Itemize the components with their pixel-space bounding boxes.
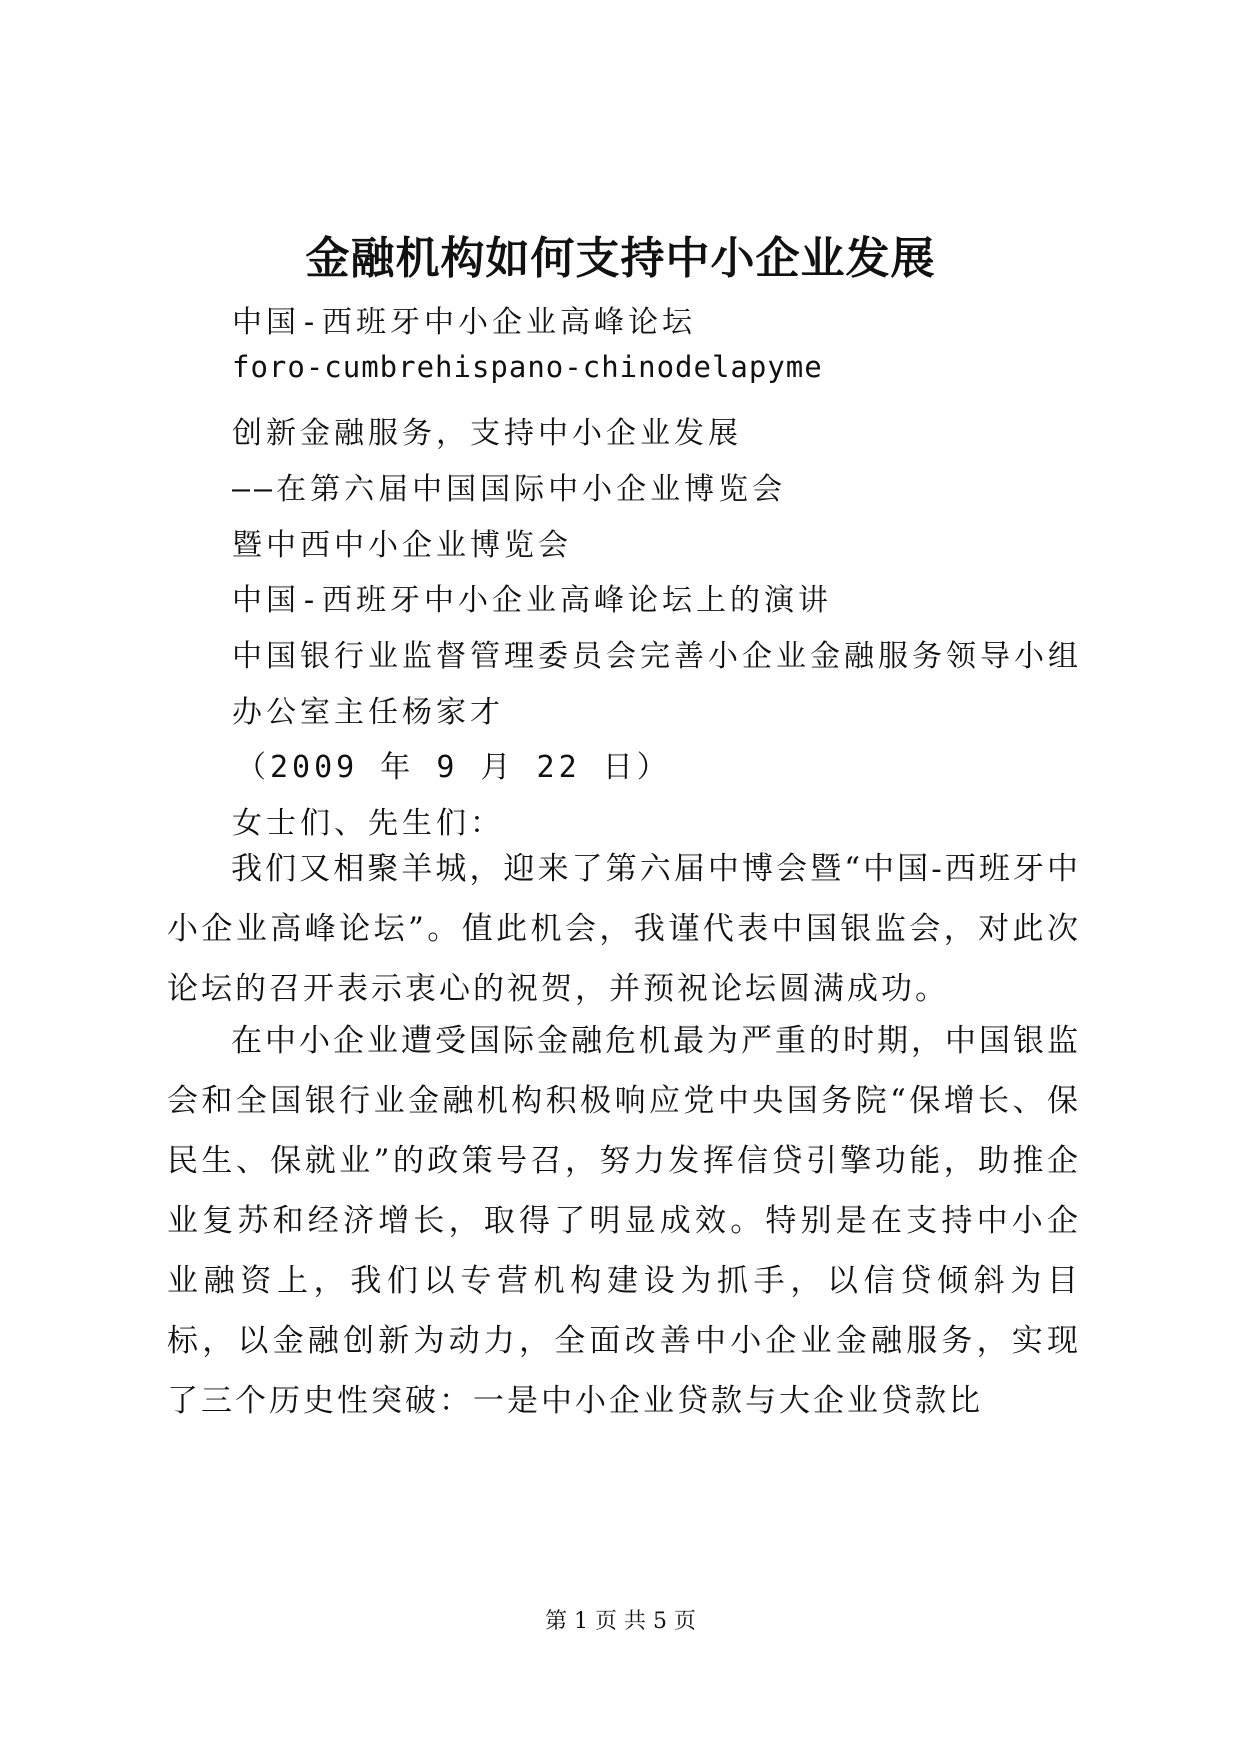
header-line-speaker-org: 中国银行业监督管理委员会完善小企业金融服务领导小组 (232, 639, 1082, 674)
document-title: 金融机构如何支持中小企业发展 (305, 233, 936, 284)
header-line-speech-title: 创新金融服务，支持中小企业发展 (232, 416, 742, 451)
body-paragraph-1: 我们又相聚羊城，迎来了第六届中博会暨“中国-西班牙中小企业高峰论坛”。值此机会，我谨代表中国银监会，对此次论坛的召开表示衷心的祝贺，并预祝论坛圆满成功。 (167, 851, 1081, 1007)
salutation: 女士们、先生们： (232, 806, 504, 841)
header-line-subtitle-3: 中国-西班牙中小企业高峰论坛上的演讲 (232, 583, 833, 618)
header-line-subtitle-2: 暨中西中小企业博览会 (232, 528, 572, 563)
header-line-date: （2009 年 9 月 22 日） (236, 750, 671, 785)
body-paragraph-2: 在中小企业遭受国际金融危机最为严重的时期，中国银监会和全国银行业金融机构积极响应党中央国务院“保增长、保民生、保就业”的政策号召，努力发挥信贷引擎功能，助推企业复苏和经济增长，取得了明显成效。特别是在支持中小企业融资上，我们以专营机构建设为抓手，以信贷倾斜为目标，以金融创新为动力，全面改善中小企业金融服务，实现了三个历史性突破：一是中小企业贷款与大企业贷款比 (167, 1023, 1081, 1419)
header-line-spanish-name: foro-cumbrehispano-chinodelapyme (232, 350, 823, 384)
header-line-subtitle-1: ——在第六届中国国际中小企业博览会 (232, 472, 787, 507)
page-footer: 第 1 页 共 5 页 (545, 1609, 696, 1634)
header-line-forum: 中国-西班牙中小企业高峰论坛 (232, 305, 697, 340)
header-line-speaker-name: 办公室主任杨家才 (232, 695, 504, 730)
